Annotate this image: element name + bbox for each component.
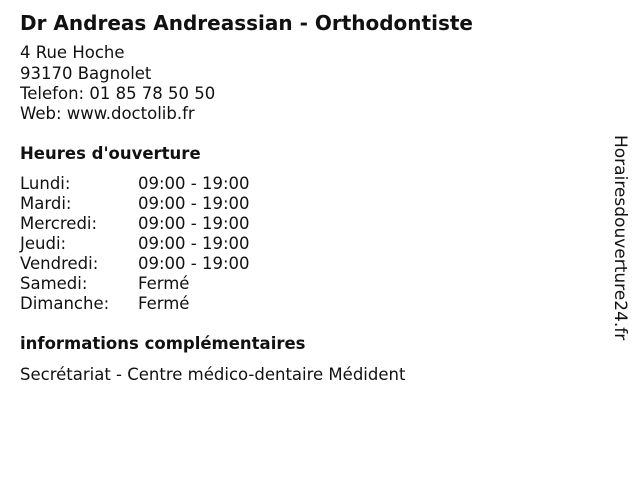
website: Web: www.doctolib.fr	[20, 104, 195, 123]
hours-row-sunday	[20, 294, 420, 314]
time-value: 09:00 - 19:00	[138, 234, 250, 253]
address-street: 4 Rue Hoche	[20, 43, 125, 62]
time-value: 09:00 - 19:00	[138, 214, 250, 233]
day-label: Samedi:	[20, 274, 88, 293]
phone-number: Telefon: 01 85 78 50 50	[20, 84, 216, 103]
time-value: Fermé	[138, 294, 190, 313]
info-heading: informations complémentaires	[20, 334, 306, 353]
hours-row-tuesday	[20, 194, 420, 214]
hours-row-saturday	[20, 274, 420, 294]
time-value: 09:00 - 19:00	[138, 174, 250, 193]
time-value: 09:00 - 19:00	[138, 194, 250, 213]
day-label: Lundi:	[20, 174, 71, 193]
hours-row-monday	[20, 174, 420, 194]
day-label: Mercredi:	[20, 214, 98, 233]
address-city: 93170 Bagnolet	[20, 64, 152, 83]
hours-row-thursday	[20, 234, 420, 254]
hours-row-wednesday	[20, 214, 420, 234]
day-label: Dimanche:	[20, 294, 110, 313]
site-watermark: Horairesdouverture24.fr	[610, 135, 630, 341]
day-label: Jeudi:	[20, 234, 67, 253]
hours-heading: Heures d'ouverture	[20, 144, 201, 163]
day-label: Mardi:	[20, 194, 72, 213]
page-title: Dr Andreas Andreassian - Orthodontiste	[20, 11, 473, 35]
day-label: Vendredi:	[20, 254, 99, 273]
time-value: Fermé	[138, 274, 190, 293]
info-text: Secrétariat - Centre médico-dentaire Médident	[20, 365, 406, 384]
time-value: 09:00 - 19:00	[138, 254, 250, 273]
hours-row-friday	[20, 254, 420, 274]
